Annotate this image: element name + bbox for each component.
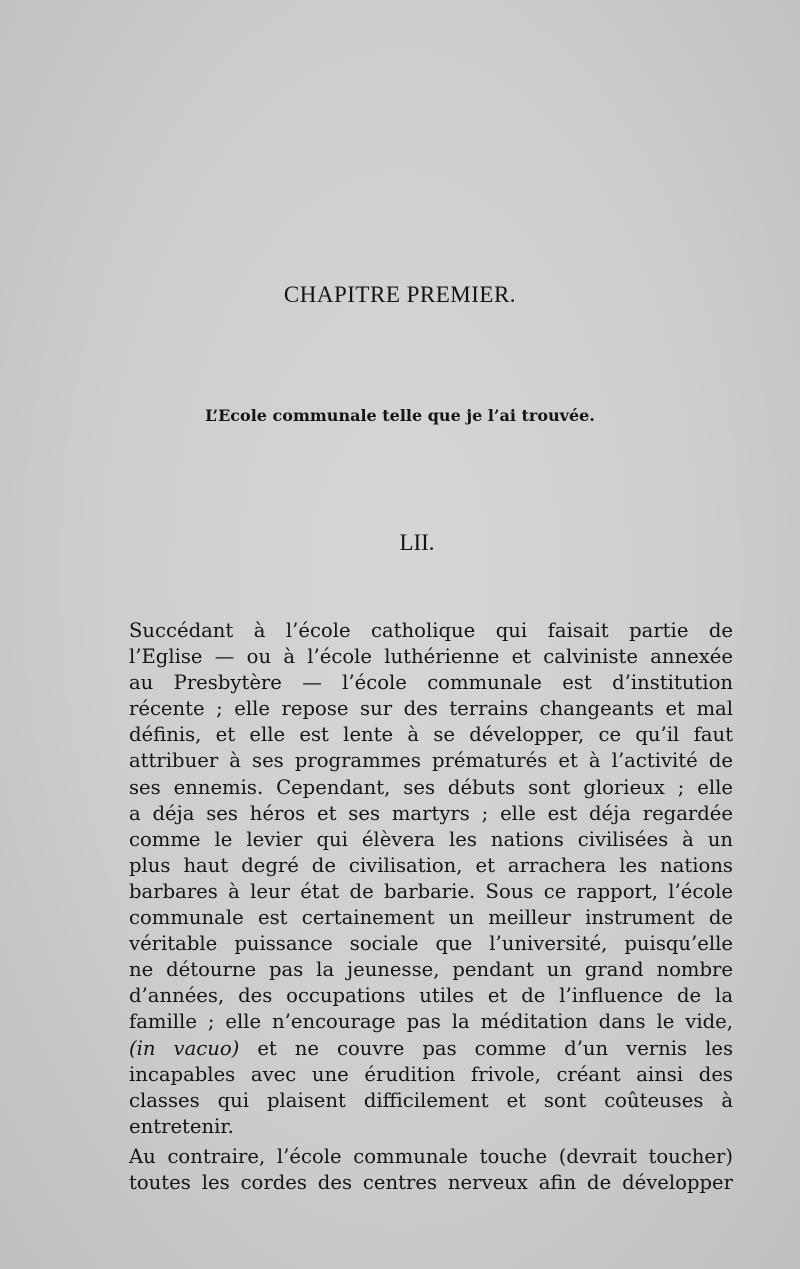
text-line: comme le levier qui élèvera les nations civilisées à un bbox=[129, 827, 733, 851]
text-line: toutes les cordes des centres nerveux afin de développer bbox=[129, 1170, 733, 1194]
section-number: LII. bbox=[399, 530, 435, 555]
text-line: Au contraire, l’école communale touche (devrait toucher) bbox=[129, 1144, 733, 1168]
chapter-subtitle: L’Ecole communale telle que je l’ai trouvée. bbox=[205, 406, 595, 425]
text-line: récente ; elle repose sur des terrains changeants et mal bbox=[129, 697, 733, 721]
text-line: ses ennemis. Cependant, ses débuts sont glorieux ; elle bbox=[129, 775, 733, 799]
paragraph-2 bbox=[103, 1144, 733, 1196]
text-line: ne détourne pas la jeunesse, pendant un grand nombre bbox=[129, 958, 733, 982]
text-line: définis, et elle est lente à se développer, ce qu’il faut bbox=[129, 723, 733, 747]
text-line: plus haut degré de civilisation, et arrachera les nations bbox=[129, 853, 733, 877]
text-line: attribuer à ses programmes prématurés et à l’activité de bbox=[129, 749, 733, 773]
text-line: entretenir. bbox=[129, 1114, 234, 1138]
paragraph-1 bbox=[103, 618, 733, 1140]
text-line-rest: et ne couvre pas comme d’un vernis les bbox=[257, 1036, 734, 1060]
chapter-title: CHAPITRE PREMIER. bbox=[283, 282, 517, 307]
text-line: d’années, des occupations utiles et de l’influence de la bbox=[129, 984, 733, 1008]
text-line-italic bbox=[103, 1036, 733, 1062]
text-line: l’Eglise — ou à l’école luthérienne et calviniste annexée bbox=[129, 645, 733, 669]
text-line: famille ; elle n’encourage pas la méditation dans le vide, bbox=[129, 1010, 733, 1034]
italic-phrase: (in vacuo) bbox=[129, 1036, 240, 1060]
text-line: classes qui plaisent difficilement et sont coûteuses à bbox=[129, 1088, 733, 1112]
text-line: incapables avec une érudition frivole, créant ainsi des bbox=[129, 1062, 733, 1086]
body-text bbox=[103, 618, 733, 1196]
text-line: barbares à leur état de barbarie. Sous ce rapport, l’école bbox=[129, 879, 733, 903]
text-line: véritable puissance sociale que l’université, puisqu’elle bbox=[129, 932, 733, 956]
text-line: a déja ses héros et ses martyrs ; elle est déja regardée bbox=[129, 801, 733, 825]
text-line: Succédant à l’école catholique qui faisait partie de bbox=[129, 619, 733, 642]
text-line: au Presbytère — l’école communale est d’institution bbox=[129, 671, 733, 695]
text-line: communale est certainement un meilleur instrument de bbox=[129, 906, 733, 930]
